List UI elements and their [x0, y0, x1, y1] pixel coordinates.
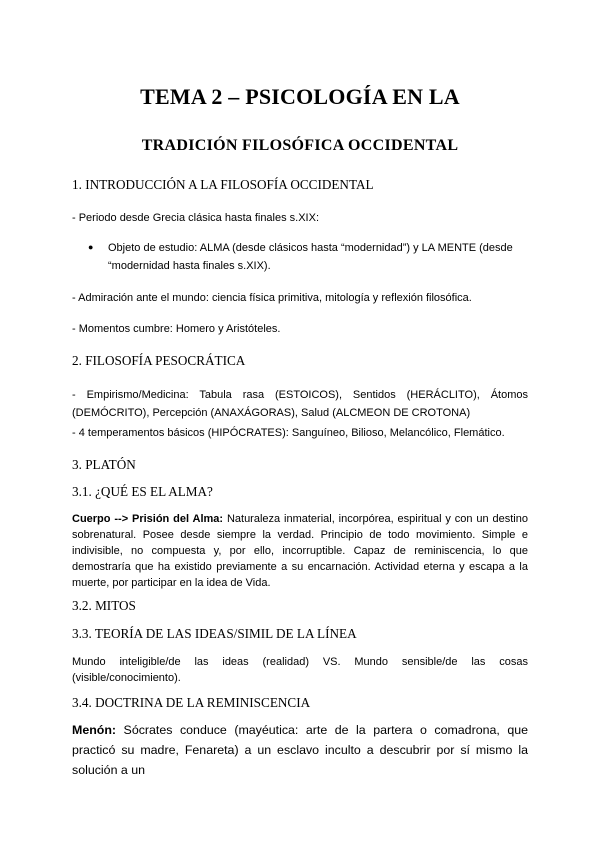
- section-3-3-heading: 3.3. TEORÍA DE LAS IDEAS/SIMIL DE LA LÍNEA: [72, 626, 357, 641]
- s3-4-paragraph: [72, 720, 528, 780]
- document-subtitle: TRADICIÓN FILOSÓFICA OCCIDENTAL: [141, 137, 459, 154]
- s1-line-momentos: - Momentos cumbre: Homero y Aristóteles.: [72, 323, 281, 335]
- s2-paragraph-empirismo: - Empirismo/Medicina: Tabula rasa (ESTOICOS), Sentidos (HERÁCLITO), Átomos (DEMÓCRITO), Percepción (ANAXÁGORAS), Salud (ALCMEON DE CROTONA): [72, 389, 528, 419]
- s3-1-paragraph: [72, 511, 528, 591]
- s1-line-admiracion: - Admiración ante el mundo: ciencia física primitiva, mitología y reflexión filosófica.: [72, 292, 472, 304]
- s3-1-lead: Cuerpo --> Prisión del Alma:: [72, 513, 224, 525]
- section-3-4-heading: 3.4. DOCTRINA DE LA REMINISCENCIA: [72, 695, 311, 710]
- section-3-2-heading: 3.2. MITOS: [72, 598, 136, 613]
- document-title: TEMA 2 – PSICOLOGÍA EN LA: [140, 84, 460, 109]
- s2-paragraph-temperamentos: - 4 temperamentos básicos (HIPÓCRATES): Sanguíneo, Bilioso, Melancólico, Flemático.: [72, 427, 505, 439]
- s3-4-text: Sócrates conduce (mayéutica: arte de la partera o comadrona, que practicó su madre, Fenareta) a un esclavo inculto a descubrir por sí mismo la solución a un: [72, 723, 528, 777]
- section-3-1-heading: 3.1. ¿QUÉ ES EL ALMA?: [72, 484, 213, 499]
- s1-line-periodo: - Periodo desde Grecia clásica hasta finales s.XIX:: [72, 212, 320, 224]
- s1-bullet-text: Objeto de estudio: ALMA (desde clásicos hasta “modernidad”) y LA MENTE (desde “modernidad hasta finales s.XIX).: [108, 242, 513, 272]
- section-1-heading: 1. INTRODUCCIÓN A LA FILOSOFÍA OCCIDENTAL: [72, 177, 374, 192]
- section-2-heading: 2. FILOSOFÍA PESOCRÁTICA: [72, 353, 246, 368]
- s3-3-paragraph: Mundo inteligible/de las ideas (realidad) VS. Mundo sensible/de las cosas (visible/conocimiento).: [72, 656, 528, 684]
- s3-1-text: Naturaleza inmaterial, incorpórea, espiritual y con un destino sobrenatural. Posee desde siempre la verdad. Principio de todo movimiento. Simple e indivisible, no compuesta y, por ello, incorruptible. Capaz de reminiscencia, lo que demostraría que ha existido previamente a su encarnación. Actividad eterna y escapa a la muerte, por participar en la idea de Vida.: [72, 513, 528, 589]
- s3-4-lead: Menón:: [72, 723, 117, 737]
- section-3-heading: 3. PLATÓN: [72, 457, 136, 472]
- bullet-icon: ●: [88, 242, 94, 252]
